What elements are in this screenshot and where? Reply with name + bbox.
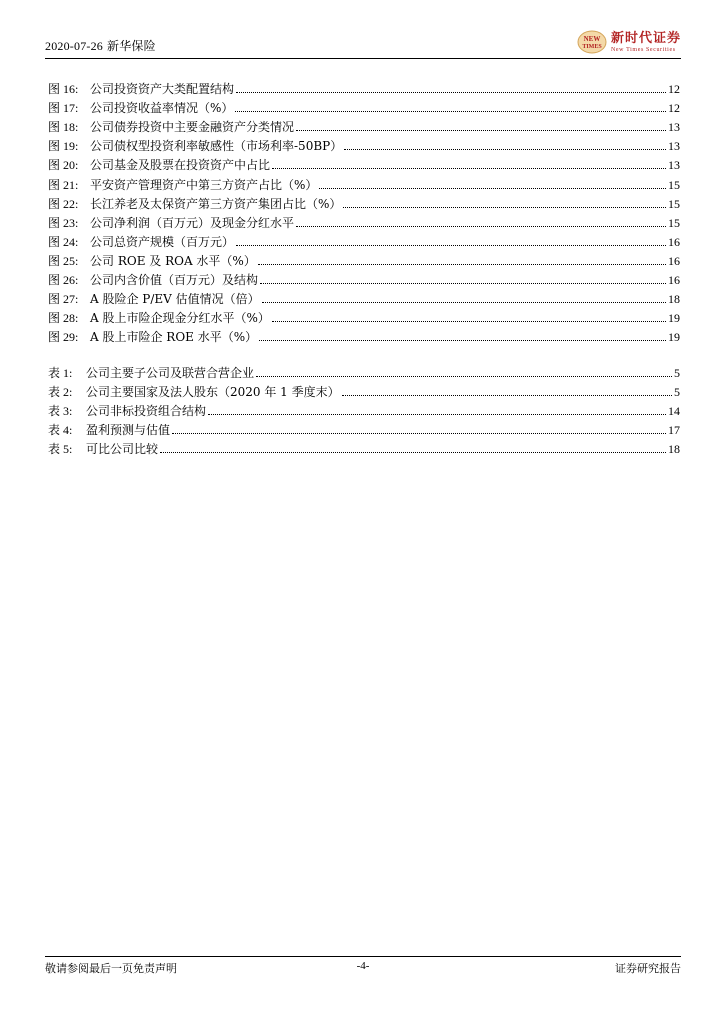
figure-entry[interactable] — [48, 307, 680, 325]
figure-title: 公司内含价值（百万元）及结构 — [90, 273, 259, 287]
figure-entry[interactable] — [48, 78, 680, 96]
figure-label: 图 28: — [48, 311, 79, 326]
table-title: 公司非标投资组合结构 — [86, 404, 207, 419]
dot-leader — [160, 452, 666, 453]
table-page-number: 17 — [668, 423, 680, 438]
table-entry[interactable] — [48, 419, 680, 437]
dot-leader — [319, 188, 666, 189]
figure-title: 公司总资产规模（百万元） — [90, 234, 235, 249]
figure-label: 图 18: — [48, 120, 79, 135]
page-number: -4- — [356, 960, 370, 972]
figure-label: 图 25: — [48, 253, 79, 268]
figure-page-number: 15 — [668, 196, 680, 211]
table-entry[interactable] — [48, 381, 680, 399]
figure-entry[interactable] — [48, 97, 680, 115]
table-title: 可比公司比较 — [86, 442, 159, 457]
table-page-number: 18 — [668, 442, 680, 457]
figure-page-number: 13 — [668, 120, 680, 135]
dot-leader — [259, 340, 666, 341]
logo-mark-bottom: TIMES — [582, 44, 602, 50]
disclaimer-note: 敬请参阅最后一页免责声明 — [45, 962, 177, 975]
company-name: 新华保险 — [107, 39, 156, 53]
figure-title: 公司净利润（百万元）及现金分红水平 — [90, 215, 295, 230]
figure-title: A 股上市险企 ROE 水平（%） — [90, 330, 258, 345]
figure-label: 图 23: — [48, 215, 79, 230]
table-title: 盈利预测与估值 — [86, 423, 171, 438]
dot-leader — [260, 283, 666, 284]
figure-page-number: 15 — [668, 177, 680, 192]
figure-entry[interactable] — [48, 250, 680, 268]
figure-title: 长江养老及太保资产第三方资产集团占比（%） — [90, 196, 342, 211]
figure-entry[interactable] — [48, 231, 680, 249]
figure-title: 公司债券投资中主要金融资产分类情况 — [90, 120, 295, 135]
figure-title: 平安资产管理资产中第三方资产占比（%） — [90, 177, 318, 192]
figure-page-number: 13 — [668, 158, 680, 173]
table-label: 表 2: — [48, 385, 73, 400]
dot-leader — [344, 149, 666, 150]
figure-title: 公司投资收益率情况（%） — [90, 101, 234, 116]
header-info — [45, 37, 156, 54]
figure-entry[interactable] — [48, 326, 680, 344]
table-label: 表 1: — [48, 366, 73, 380]
dot-leader — [272, 168, 666, 169]
figure-page-number: 12 — [668, 82, 680, 96]
figure-label: 图 24: — [48, 234, 79, 249]
figure-page-number: 13 — [668, 139, 680, 154]
logo-subtitle: New Times Securities — [610, 46, 676, 53]
figure-entry[interactable] — [48, 116, 680, 134]
figure-label: 图 26: — [48, 273, 79, 287]
figure-entry[interactable] — [48, 135, 680, 153]
dot-leader — [208, 414, 666, 415]
figure-label: 图 16: — [48, 82, 79, 96]
figure-entry[interactable] — [48, 269, 680, 287]
dot-leader — [272, 321, 666, 322]
dot-leader — [256, 376, 672, 377]
figure-title: 公司基金及股票在投资资产中占比 — [90, 158, 271, 173]
table-title: 公司主要子公司及联营合营企业 — [86, 366, 255, 380]
footer-divider — [45, 956, 681, 957]
figure-page-number: 16 — [668, 234, 680, 249]
table-entry[interactable] — [48, 400, 680, 418]
table-page-number: 5 — [674, 385, 680, 400]
header-divider — [45, 58, 681, 59]
dot-leader — [296, 226, 666, 227]
dot-leader — [342, 395, 672, 396]
figure-page-number: 19 — [668, 311, 680, 326]
dot-leader — [262, 302, 666, 303]
page-header — [45, 28, 681, 58]
figure-title: 公司债权型投资利率敏感性（市场利率-50BP） — [90, 139, 343, 154]
figure-title: 公司 ROE 及 ROA 水平（%） — [90, 253, 256, 268]
table-label: 表 5: — [48, 442, 73, 457]
figure-page-number: 19 — [668, 330, 680, 345]
dot-leader — [236, 92, 666, 93]
figure-label: 图 19: — [48, 139, 79, 154]
dot-leader — [343, 207, 666, 208]
figure-title: A 股险企 P/EV 估值情况（倍） — [90, 292, 260, 307]
figure-page-number: 16 — [668, 253, 680, 268]
figure-page-number: 18 — [668, 292, 680, 307]
dot-leader — [258, 264, 666, 265]
figure-title: 公司投资资产大类配置结构 — [90, 82, 235, 96]
report-date: 2020-07-26 — [45, 39, 103, 53]
figure-entry[interactable] — [48, 212, 680, 230]
figure-entry[interactable] — [48, 154, 680, 172]
brand-logo — [577, 28, 681, 56]
logo-emblem-icon — [577, 30, 607, 54]
dot-leader — [296, 130, 666, 131]
figure-entry[interactable] — [48, 288, 680, 306]
table-title: 公司主要国家及法人股东（2020 年 1 季度末） — [86, 385, 340, 400]
table-entry[interactable] — [48, 438, 680, 456]
figure-page-number: 12 — [668, 101, 680, 116]
logo-name: 新时代证券 — [610, 30, 681, 46]
figure-title: A 股上市险企现金分红水平（%） — [90, 311, 270, 326]
dot-leader — [236, 245, 666, 246]
table-entry[interactable] — [48, 362, 680, 380]
figure-label: 图 20: — [48, 158, 79, 173]
figure-label: 图 17: — [48, 101, 79, 116]
figure-page-number: 16 — [668, 273, 680, 287]
figure-label: 图 27: — [48, 292, 79, 307]
dot-leader — [172, 433, 666, 434]
figure-page-number: 15 — [668, 215, 680, 230]
table-page-number: 14 — [668, 404, 680, 419]
table-label: 表 3: — [48, 404, 73, 419]
figure-entry[interactable] — [48, 174, 680, 192]
dot-leader — [235, 111, 666, 112]
table-page-number: 5 — [674, 366, 680, 380]
figure-label: 图 29: — [48, 330, 79, 345]
logo-mark-top: NEW — [583, 35, 601, 43]
report-type: 证券研究报告 — [615, 962, 681, 975]
table-label: 表 4: — [48, 423, 73, 438]
figure-label: 图 22: — [48, 196, 79, 211]
figure-label: 图 21: — [48, 177, 79, 192]
page-footer — [45, 960, 681, 976]
figure-entry[interactable] — [48, 193, 680, 211]
